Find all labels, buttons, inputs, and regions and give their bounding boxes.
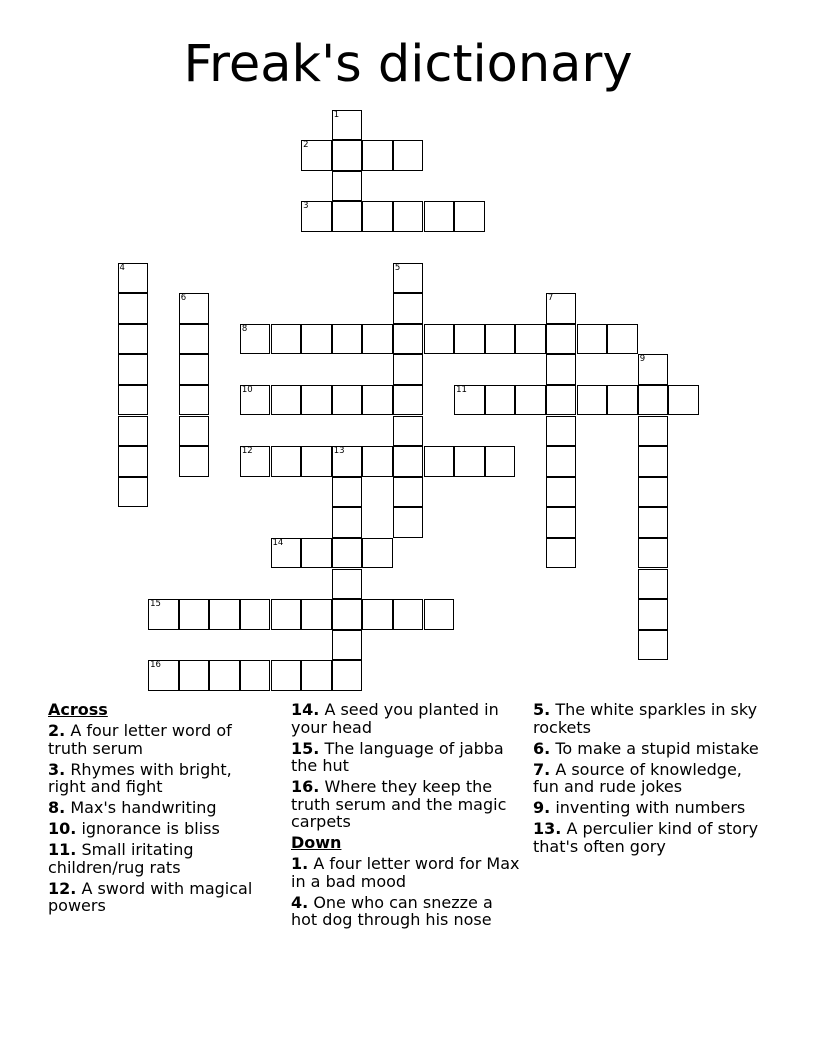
grid-cell[interactable] <box>424 324 455 355</box>
grid-cell[interactable] <box>393 477 424 508</box>
grid-cell[interactable] <box>179 293 210 324</box>
grid-cell[interactable] <box>362 140 393 171</box>
cell-number: 11 <box>456 384 467 395</box>
grid-cell[interactable] <box>240 324 271 355</box>
clue-text: Max's handwriting <box>70 798 217 817</box>
grid-cell[interactable] <box>393 446 424 477</box>
grid-cell[interactable] <box>118 385 149 416</box>
grid-cell[interactable] <box>393 599 424 630</box>
grid-cell[interactable] <box>148 599 179 630</box>
grid-cell[interactable] <box>362 324 393 355</box>
cell-number: 8 <box>241 323 248 334</box>
clue-text: Small iritating children/rug rats <box>48 840 194 877</box>
grid-cell[interactable] <box>485 446 516 477</box>
grid-cell[interactable] <box>638 385 669 416</box>
grid-cell[interactable] <box>271 385 302 416</box>
grid-cell[interactable] <box>393 293 424 324</box>
grid-cell[interactable] <box>362 446 393 477</box>
grid-cell[interactable] <box>638 416 669 447</box>
clue-text: A sword with magical powers <box>48 878 253 915</box>
grid-cell[interactable] <box>179 416 210 447</box>
grid-cell[interactable] <box>271 599 302 630</box>
grid-cell[interactable] <box>271 446 302 477</box>
across-clue-15 <box>291 740 521 775</box>
clues-column-1 <box>48 701 273 915</box>
down-clue-6 <box>533 740 768 758</box>
grid-cell[interactable] <box>240 599 271 630</box>
grid-cell[interactable] <box>179 385 210 416</box>
grid-cell[interactable] <box>240 660 271 691</box>
clue-number: 8. <box>48 798 66 817</box>
clue-text: A seed you planted in your head <box>291 700 499 737</box>
grid-cell[interactable] <box>515 324 546 355</box>
cell-number: 7 <box>547 293 554 304</box>
grid-cell[interactable] <box>332 660 363 691</box>
grid-cell[interactable] <box>332 385 363 416</box>
grid-cell[interactable] <box>332 538 363 569</box>
grid-cell[interactable] <box>668 385 699 416</box>
grid-cell[interactable] <box>179 324 210 355</box>
down-clue-5 <box>533 701 768 736</box>
grid-cell[interactable] <box>454 385 485 416</box>
grid-cell[interactable] <box>393 324 424 355</box>
grid-cell[interactable] <box>332 324 363 355</box>
grid-cell[interactable] <box>638 507 669 538</box>
grid-cell[interactable] <box>332 507 363 538</box>
grid-cell[interactable] <box>638 477 669 508</box>
grid-cell[interactable] <box>118 477 149 508</box>
down-clue-9 <box>533 799 768 817</box>
grid-cell[interactable] <box>332 446 363 477</box>
cell-number: 5 <box>394 262 401 273</box>
grid-cell[interactable] <box>546 507 577 538</box>
clue-number: 16. <box>291 777 320 796</box>
grid-cell[interactable] <box>118 263 149 294</box>
clue-text: A source of knowledge, fun and rude jokes <box>533 759 742 796</box>
across-clue-2 <box>48 722 273 757</box>
grid-cell[interactable] <box>393 263 424 294</box>
clue-number: 6. <box>533 738 551 758</box>
grid-cell[interactable] <box>301 660 332 691</box>
grid-cell[interactable] <box>301 538 332 569</box>
across-clue-11 <box>48 841 273 876</box>
grid-cell[interactable] <box>301 324 332 355</box>
cell-number: 1 <box>333 109 340 120</box>
grid-cell[interactable] <box>332 171 363 202</box>
clue-text: Where they keep the truth serum and the magic carpets <box>291 777 507 831</box>
cell-number: 3 <box>303 201 309 212</box>
grid-cell[interactable] <box>301 599 332 630</box>
clue-number: 2. <box>48 721 66 740</box>
grid-cell[interactable] <box>577 324 608 355</box>
down-clue-4 <box>291 894 521 929</box>
down-clue-7 <box>533 761 768 796</box>
clue-text: A four letter word of truth serum <box>48 721 232 758</box>
grid-cell[interactable] <box>638 599 669 630</box>
clue-text: A four letter word for Max in a bad mood <box>291 854 520 891</box>
clue-text: A perculier kind of story that's often gory <box>533 819 759 856</box>
clues-column-3 <box>533 701 768 855</box>
clue-text: ignorance is bliss <box>81 819 220 838</box>
grid-cell[interactable] <box>179 660 210 691</box>
grid-cell[interactable] <box>271 660 302 691</box>
grid-cell[interactable] <box>546 416 577 447</box>
grid-cell[interactable] <box>209 599 240 630</box>
cell-number: 4 <box>119 262 125 273</box>
grid-cell[interactable] <box>332 630 363 661</box>
grid-cell[interactable] <box>332 477 363 508</box>
grid-cell[interactable] <box>546 477 577 508</box>
clue-text: To make a stupid mistake <box>555 738 759 758</box>
across-clue-8 <box>48 799 273 817</box>
clue-number: 9. <box>533 798 551 817</box>
clue-number: 7. <box>533 759 551 779</box>
grid-cell[interactable] <box>424 599 455 630</box>
grid-cell[interactable] <box>546 446 577 477</box>
cell-number: 15 <box>150 599 161 610</box>
cell-number: 6 <box>180 293 187 304</box>
grid-cell[interactable] <box>546 354 577 385</box>
grid-cell[interactable] <box>332 110 363 141</box>
across-heading: Across <box>48 700 108 719</box>
clue-text: Rhymes with bright, right and fight <box>48 759 232 796</box>
grid-cell[interactable] <box>546 385 577 416</box>
across-clue-3 <box>48 761 273 796</box>
clue-number: 12. <box>48 878 77 898</box>
grid-cell[interactable] <box>393 201 424 232</box>
grid-cell[interactable] <box>638 446 669 477</box>
across-clue-10 <box>48 820 273 838</box>
grid-cell[interactable] <box>607 385 638 416</box>
clue-text: One who can snezze a hot dog through his nose <box>291 892 493 929</box>
grid-cell[interactable] <box>301 385 332 416</box>
across-clue-14 <box>291 701 521 736</box>
grid-cell[interactable] <box>546 324 577 355</box>
grid-cell[interactable] <box>179 599 210 630</box>
grid-cell[interactable] <box>393 354 424 385</box>
grid-cell[interactable] <box>118 354 149 385</box>
clues-column-2 <box>291 701 521 929</box>
clue-number: 3. <box>48 759 66 779</box>
clue-number: 15. <box>291 738 320 758</box>
grid-cell[interactable] <box>638 630 669 661</box>
grid-cell[interactable] <box>332 201 363 232</box>
grid-cell[interactable] <box>424 446 455 477</box>
grid-cell[interactable] <box>271 324 302 355</box>
grid-cell[interactable] <box>638 538 669 569</box>
grid-cell[interactable] <box>332 569 363 600</box>
clue-number: 10. <box>48 819 77 838</box>
grid-cell[interactable] <box>362 599 393 630</box>
grid-cell[interactable] <box>301 201 332 232</box>
cell-number: 16 <box>150 660 161 671</box>
grid-cell[interactable] <box>362 538 393 569</box>
grid-cell[interactable] <box>148 660 179 691</box>
grid-cell[interactable] <box>179 446 210 477</box>
cell-number: 12 <box>241 446 253 457</box>
grid-cell[interactable] <box>424 201 455 232</box>
clue-number: 13. <box>533 819 562 838</box>
grid-cell[interactable] <box>209 660 240 691</box>
grid-cell[interactable] <box>393 507 424 538</box>
clue-text: inventing with numbers <box>555 798 746 817</box>
grid-cell[interactable] <box>240 385 271 416</box>
clue-text: The white sparkles in sky rockets <box>533 700 758 737</box>
grid-cell[interactable] <box>454 201 485 232</box>
down-clue-1 <box>291 855 521 890</box>
grid-cell[interactable] <box>301 446 332 477</box>
grid-cell[interactable] <box>118 293 149 324</box>
grid-cell[interactable] <box>301 140 332 171</box>
cell-number: 13 <box>333 446 345 457</box>
grid-cell[interactable] <box>271 538 302 569</box>
down-heading: Down <box>291 833 342 852</box>
grid-cell[interactable] <box>485 385 516 416</box>
grid-cell[interactable] <box>454 446 485 477</box>
grid-cell[interactable] <box>362 385 393 416</box>
clue-number: 14. <box>291 700 320 719</box>
cell-number: 14 <box>272 537 284 548</box>
across-clue-16 <box>291 778 521 831</box>
clue-number: 1. <box>291 854 309 873</box>
grid-cell[interactable] <box>546 538 577 569</box>
cell-number: 2 <box>303 140 309 151</box>
clue-number: 11. <box>48 840 77 859</box>
grid-cell[interactable] <box>607 324 638 355</box>
grid-cell[interactable] <box>393 140 424 171</box>
grid-cell[interactable] <box>515 385 546 416</box>
across-clue-12 <box>48 880 273 915</box>
grid-cell[interactable] <box>362 201 393 232</box>
grid-cell[interactable] <box>240 446 271 477</box>
grid-cell[interactable] <box>393 385 424 416</box>
cell-number: 9 <box>639 354 646 365</box>
grid-cell[interactable] <box>179 354 210 385</box>
page-title: Freak's dictionary <box>183 35 633 94</box>
clue-number: 4. <box>291 892 309 912</box>
grid-cell[interactable] <box>546 293 577 324</box>
cell-number: 10 <box>241 384 253 395</box>
grid-cell[interactable] <box>118 446 149 477</box>
grid-cell[interactable] <box>332 599 363 630</box>
grid-cell[interactable] <box>454 324 485 355</box>
clue-text: The language of jabba the hut <box>291 738 504 775</box>
grid-cell[interactable] <box>118 416 149 447</box>
grid-cell[interactable] <box>485 324 516 355</box>
grid-cell[interactable] <box>577 385 608 416</box>
grid-cell[interactable] <box>638 354 669 385</box>
grid-cell[interactable] <box>118 324 149 355</box>
grid-cell[interactable] <box>332 140 363 171</box>
grid-cell[interactable] <box>393 416 424 447</box>
grid-cell[interactable] <box>638 569 669 600</box>
clue-number: 5. <box>533 700 551 719</box>
down-clue-13 <box>533 820 768 855</box>
